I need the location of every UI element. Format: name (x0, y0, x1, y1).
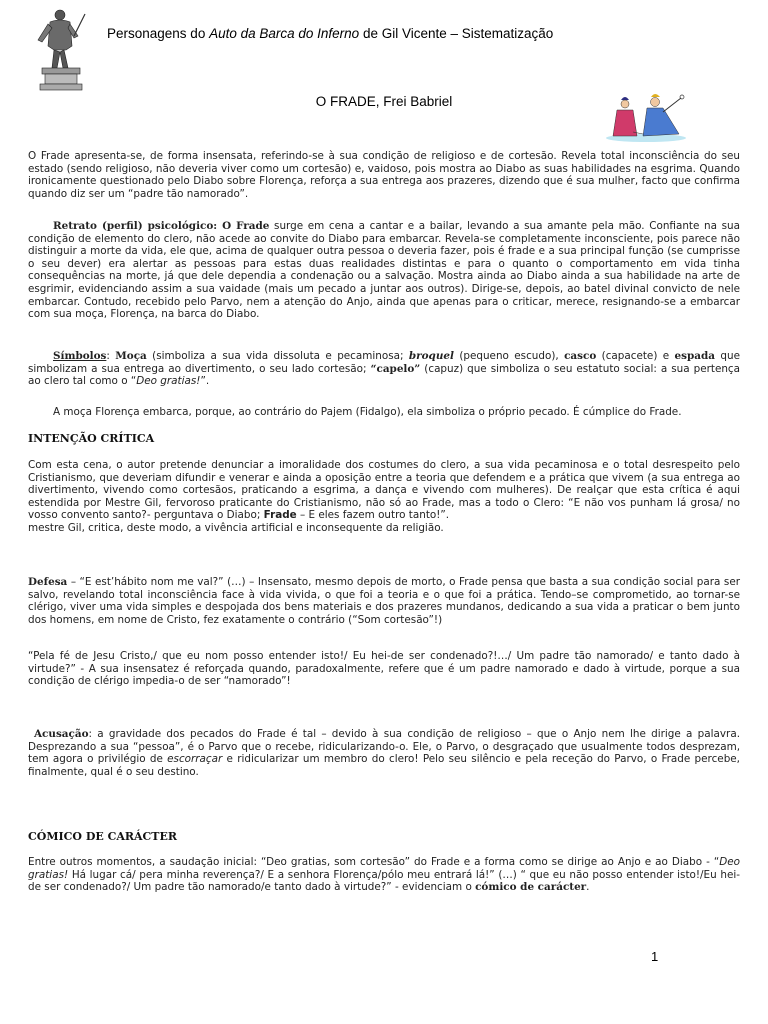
header-title-italic: Auto da Barca do Inferno (209, 26, 360, 41)
intencao-frade: Frade (263, 509, 297, 522)
paragraph-acusacao (28, 728, 740, 778)
paragraph-retrato (28, 220, 740, 321)
paragraph-intro: O Frade apresenta-se, de forma insensata, referindo-se à sua condição de religioso e de cortesão. Revela total inconsciência do seu estado (sendo religioso, não deveria viver como um cortesão) e, vaidoso, pois mostra ao Diabo as suas habilidades na esgrima. Quando ironicamente questionado pelo Diabo sobre Florença, reforça a sua entrega aos prazeres, dizendo que é sua mulher, facto que confirma quando diz ser um “padre tão namorado”. (28, 150, 740, 200)
simbolos-text-7: ”. (200, 375, 210, 388)
header-title-prefix: Personagens do (107, 26, 210, 41)
acusacao-escorracar: escorraçar (167, 753, 223, 766)
simbolos-text-4: (capacete) e (596, 350, 675, 362)
section-subtitle: O FRADE, Frei Babriel (315, 94, 453, 109)
deo-gratias: Deo gratias! (136, 375, 201, 388)
paragraph-simbolos (28, 350, 740, 388)
paragraph-defesa (28, 576, 740, 626)
simbolos-text-1: : (106, 350, 116, 362)
comico-text-3: . (586, 881, 590, 894)
paragraph-citacao: “Pela fé de Jesu Cristo,/ que eu nom posso entender isto!/ Eu hei-de ser condenado?!…/ Um padre tão namorado/ e tanto dado à virtude?” - A sua insensatez é reforçada quando, paradoxalmente, refere que é um padre namorado e dado à virtude, porque a sua condição de clérigo impedia-o de ser “namorado”! (28, 650, 740, 688)
acusacao-label: Acusação (34, 728, 89, 740)
comico-de-caracter: cómico de carácter (475, 881, 587, 894)
frade-drawing (603, 92, 689, 142)
simbolo-casco: casco (564, 350, 597, 362)
simbolos-text-5: que simbolizam a sua entrega ao divertimento, o seu lado cortesão; (28, 350, 740, 375)
comico-deo-gratias: Deo gratias! (28, 856, 740, 881)
simbolos-text-6: (capuz) que simboliza o seu estatuto social: a sua pertença ao clero tal como o “ (28, 362, 741, 388)
intencao-text-1: Com esta cena, o autor pretende denunciar a imoralidade dos costumes do clero, a sua vida pecaminosa e o total desrespeito pelo Cristianismo, que deveriam difundir e venerar e ainda a oposição entre a teoria que defendem e a prática que vivem (a sua entrega ao divertimento, vivendo como cortesãos, praticando a esgrima, a dança e vivendo com mulheres). De realçar que esta crítica é aqui estendida por Mestre Gil, fervoroso praticante do Cristianismo, não só ao Frade, mas a todo o Clero: “E não vos punham lá grosa/ no vosso convento santo?- perguntava o Diabo; (28, 459, 740, 522)
paragraph-moca-florenca: A moça Florença embarca, porque, ao contrário do Pajem (Fidalgo), ela simboliza o próprio pecado. É cúmplice do Frade. (53, 406, 682, 418)
simbolos-text-2: (simboliza a sua vida dissoluta e pecaminosa; (146, 350, 409, 362)
heading-intencao-critica: INTENÇÃO CRÍTICA (28, 432, 155, 445)
paragraph-comico (28, 856, 740, 894)
simbolo-espada: espada (674, 350, 716, 362)
retrato-text: surge em cena a cantar e a bailar, levando a sua amante pela mão. Confiante na sua condição de elemento do clero, não acede ao convite do Diabo para embarcar. Revela-se completamente inconsciente, pois parece não distinguir a morte da vida, ele que, acima de qualquer outra pessoa o deveria fazer, pois é frade e a sua principal função (se cumprisse o seu dever) era alertar as pessoas para estas duas realidades distintas e para o quanto o comportamento em vida tinha consequências na morte, já que dele dependia a condenação ou a salvação. Mostra ainda ao Diabo ainda a sua habilidade na arte de esgrimir, evidenciando assim a sua vaidade (mais um pecado a juntar aos outros). Dirige-se, depois, ao batel divinal convicto de nele embarcar. Contudo, recebido pelo Parvo, nem a atenção do Anjo, ainda que apenas para o criticar, merece, resignando-se a embarcar com sua moça, Florença, na barca do Diabo. (28, 220, 740, 321)
document-header (107, 26, 667, 41)
header-title-suffix: de Gil Vicente – Sistematização (359, 26, 554, 41)
page-number: 1 (651, 949, 659, 964)
simbolo-broquel: broquel (408, 350, 454, 362)
paragraph-intencao (28, 459, 740, 535)
intencao-text-2: – E eles fazem outro tanto!”. (296, 509, 450, 522)
defesa-text: – “E est’hábito nom me val?” (…) – Insensato, mesmo depois de morto, o Frade pensa que basta a sua condição social para ser salvo, revelando total inconsciência face à vida vivida, o que foi a teoria e o que foi a prática. Tendo–se comprometido, ao tornar-se clérigo, viver uma vida simples e despojada dos bens materiais e dos prazeres mundanos, dedicando a sua vida a praticar o bem junto dos homens, em nome de Cristo, fez exatamente o contrário (“Som cortesão”!) (28, 576, 740, 626)
simbolos-text-3: (pequeno escudo), (453, 350, 565, 362)
comico-text-2: Há lugar cá/ pera minha reverença?/ E a senhora Florença/pólo meu entrará lá!” (…) “ que eu não posso entender isto!/Eu hei-de ser condenado?/ Um padre tão namorado/e tanto dado à virtude?” - evidenciam o (28, 868, 740, 894)
acusacao-text-2: e ridicularizar um membro do clero! Pelo seu silêncio e pela receção do Parvo, o Frade percebe, finalmente, qual é o seu destino. (28, 753, 740, 778)
comico-text-1: Entre outros momentos, a saudação inicial: “Deo gratias, som cortesão” do Frade e a forma como se dirige ao Anjo e ao Diabo - “ (28, 856, 720, 868)
simbolo-capelo: “capelo” (370, 362, 421, 375)
retrato-label: Retrato (perfil) psicológico: O Frade (53, 220, 270, 232)
intencao-text-3: mestre Gil, critica, deste modo, a vivência artificial e inconsequente da religião. (28, 521, 444, 534)
simbolos-label: Símbolos (53, 350, 107, 362)
statue-illustration (30, 6, 94, 92)
simbolo-moca: Moça (115, 350, 147, 362)
heading-comico-caracter: CÓMICO DE CARÁCTER (28, 830, 178, 843)
acusacao-text-1: : a gravidade dos pecados do Frade é tal – devido à sua condição de religioso – que o Anjo nem lhe dirige a palavra. Desprezando a sua “pessoa”, é o Parvo que o recebe, ridicularizando-o. Ele, o Parvo, o desgraçado que usualmente todos desprezam, tem agora o privilégio de (28, 728, 740, 766)
defesa-label: Defesa (28, 576, 68, 588)
